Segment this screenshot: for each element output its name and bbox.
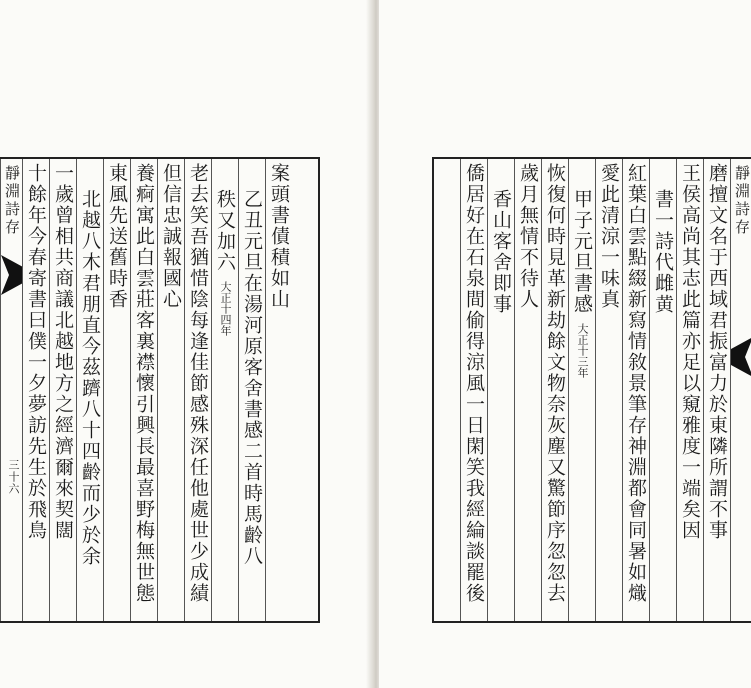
left-page: [0, 0, 372, 688]
text-column: [649, 159, 676, 621]
text-column: [541, 159, 568, 621]
column-text: 書一詩代雌黄: [652, 189, 674, 315]
left-spine-strip: [0, 159, 23, 621]
column-text: 但信忠誠報國心: [160, 163, 182, 310]
page-number: 三十六: [7, 459, 20, 495]
right-page: [379, 0, 751, 688]
fish-tail-mark-icon: [731, 337, 751, 377]
text-column: [22, 159, 49, 621]
era-note: 大正十四年: [219, 281, 232, 336]
column-text: 乙丑元旦在湯河原客舍書感二首時馬齡八: [241, 189, 263, 567]
column-text: 王侯高尚其志此篇亦足以窺雅度一端矣因: [679, 163, 701, 541]
column-text: 秩又加六大正十四年: [214, 189, 236, 336]
column-text: 案頭書債積如山: [268, 163, 290, 310]
left-text-frame: [0, 157, 320, 623]
right-spine-strip: [730, 159, 751, 621]
text-column: [595, 159, 622, 621]
column-text: 北越八木君朋直今茲躋八十四齡而少於余: [79, 189, 101, 567]
left-spine-title: 靜淵詩存: [3, 165, 21, 237]
text-column: [460, 159, 487, 621]
column-text: 紅葉白雲點綴新寫情敘景筆存神淵都會同暑如熾: [625, 163, 647, 604]
right-spine-title: 靜淵詩存: [733, 165, 751, 237]
era-note: 大正十三年: [576, 323, 589, 378]
text-column: [130, 159, 157, 621]
text-column: [622, 159, 649, 621]
text-column: [157, 159, 184, 621]
text-column: [265, 159, 292, 621]
text-column: [703, 159, 730, 621]
text-column: [103, 159, 130, 621]
column-text: 甲子元旦書感大正十三年: [571, 189, 593, 378]
column-text: 一歲曾相共商議北越地方之經濟爾來契闊: [52, 163, 74, 541]
column-text: 恢復何時見革新劫餘文物奈灰塵又驚節序忽忽去: [544, 163, 566, 604]
text-column: [49, 159, 76, 621]
text-column: [238, 159, 265, 621]
text-column: [676, 159, 703, 621]
text-column: [568, 159, 595, 621]
text-column: [211, 159, 238, 621]
column-text: 歲月無情不待人: [517, 163, 539, 310]
column-text: 十餘年今春寄書曰僕一夕夢訪先生於飛鳥: [25, 163, 47, 541]
fish-tail-mark-icon: [1, 255, 23, 295]
column-text: 愛此清涼一味真: [598, 163, 620, 310]
text-column: [487, 159, 514, 621]
text-column: [76, 159, 103, 621]
column-text: 香山客舍即事: [490, 189, 512, 315]
text-column: [184, 159, 211, 621]
right-text-frame: [432, 157, 751, 623]
text-column: [514, 159, 541, 621]
column-text: 東風先送舊時香: [106, 163, 128, 310]
column-text: 養痾寓此白雲莊客裏襟懷引興長最喜野梅無世態: [133, 163, 155, 604]
column-text: 磨擅文名于西域君振富力於東隣所謂不事: [706, 163, 728, 541]
column-text: 老去笑吾猶惜陰每逢佳節感殊深任他處世少成績: [187, 163, 209, 604]
column-text: 僑居好在石泉間偷得涼風一日閑笑我經綸談罷後: [463, 163, 485, 604]
